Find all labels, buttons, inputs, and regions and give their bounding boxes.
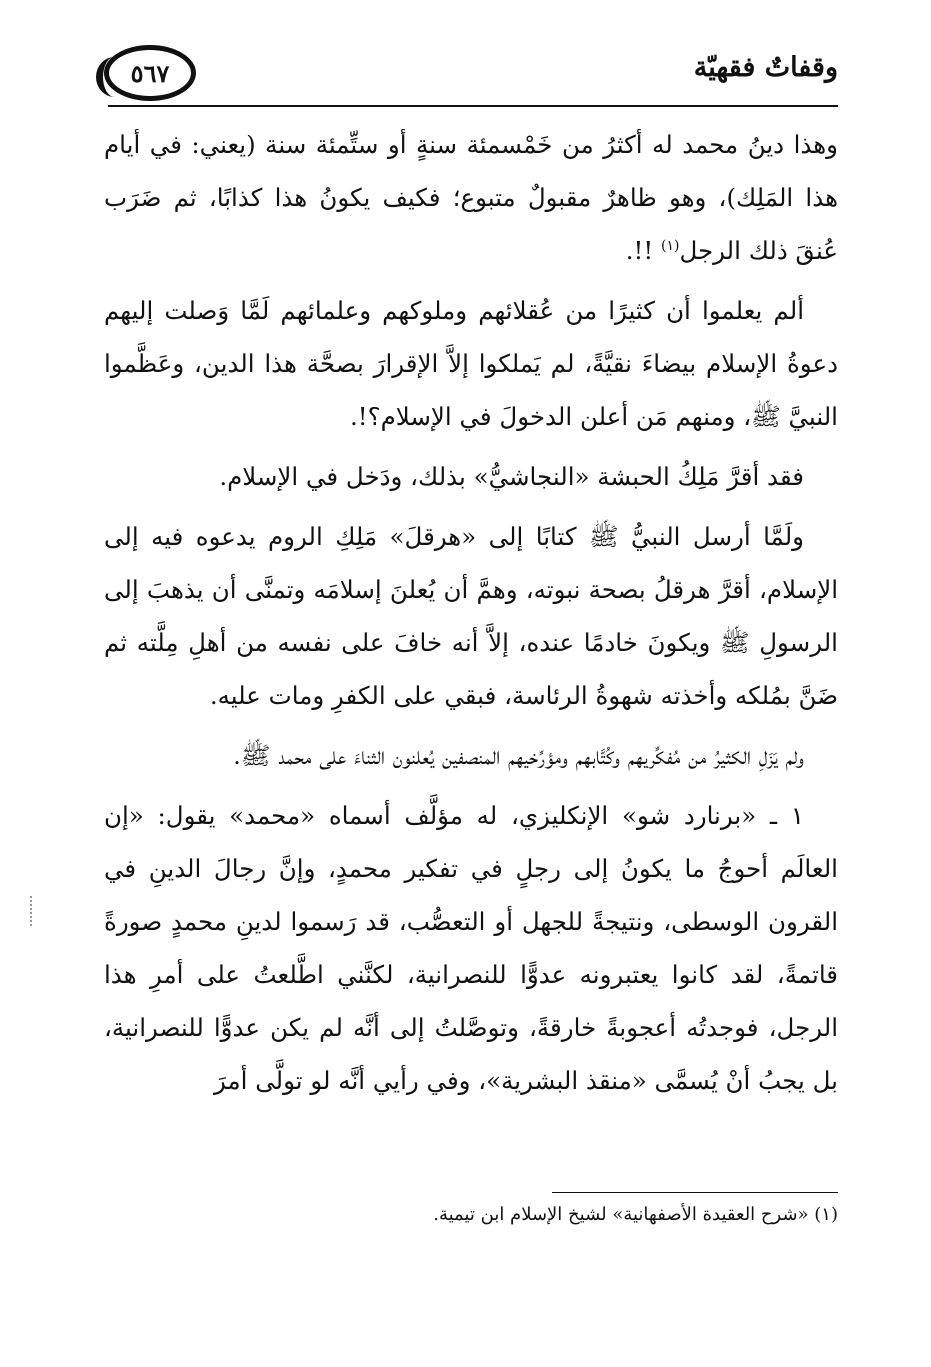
running-header-title: وقفاتٌ فقهيّة: [693, 52, 838, 83]
page-number: ٥٦٧: [130, 58, 170, 88]
footnote: (١) «شرح العقيدة الأصفهانية» لشيخ الإسلام ابن تيمية.: [433, 1204, 838, 1225]
footnote-reference: (١): [660, 237, 680, 254]
paragraph-5: ولم يَزَلِ الكثيرُ من مُفكِّريهم وكُتَّابهم ومؤرِّخيهم المنصفين يُعلنون الثناءَ على محمد ﷺ.: [233, 741, 804, 770]
header-rule: [108, 105, 838, 107]
paragraph-2: ألم يعلموا أن كثيرًا من عُقلائهم وملوكهم وعلمائهم لَمَّا وَصلت إليهم دعوةُ الإسلام بيضاءَ نقيَّةً، لم يَملكوا إلاَّ الإقرارَ بصحَّة هذا الدين، وعَظَّموا النبيَّ ﷺ، ومنهم مَن أعلن الدخولَ في الإسلام؟!.: [104, 296, 838, 431]
footnote-rule: [552, 1192, 838, 1193]
main-text: [104, 118, 838, 1114]
page-number-badge: [104, 45, 196, 101]
paragraph-6: ١ ـ «برنارد شو» الإنكليزي، له مؤلَّف أسماه «محمد» يقول: «إن العالَم أحوجُ ما يكونُ إلى رجلٍ في تفكير محمدٍ، وإنَّ رجالَ الدينِ في القرون الوسطى، ونتيجةً للجهل أو التعصُّب، قد رَسموا لدينِ محمدٍ صورةً قاتمةً، لقد كانوا يعتبرونه عدوًّا للنصرانية، لكنَّني اطَّلعتُ على أمرِ هذا الرجل، فوجدتُه أعجوبةً خارقةً، وتوصَّلتُ إلى أنَّه لم يكن عدوًّا للنصرانية، بل يجبُ أنْ يُسمَّى «منقذ البشرية»، وفي رأيي أنَّه لو تولَّى أمرَ: [104, 801, 838, 1095]
paragraph-1: [104, 118, 838, 277]
paragraph-3: فقد أقرَّ مَلِكُ الحبشة «النجاشيُّ» بذلك، ودَخل في الإسلام.: [219, 462, 804, 491]
paragraph-1-tail: !!.: [625, 236, 661, 265]
paragraph-4: ولَمَّا أرسل النبيُّ ﷺ كتابًا إلى «هرقلَ» مَلِكِ الروم يدعوه فيه إلى الإسلام، أقرَّ هرقلُ بصحة نبوته، وهمَّ أن يُعلنَ إسلامَه وتمنَّى أن يذهبَ إلى الرسولِ ﷺ ويكونَ خادمًا عنده، إلاَّ أنه خافَ على نفسه من أهلِ مِلَّته ثم ضَنَّ بمُلكه وأخذته شهوةُ الرئاسة، فبقي على الكفرِ ومات عليه.: [104, 522, 838, 710]
margin-marks: [30, 896, 36, 926]
paragraph-1-text: وهذا دينُ محمد له أكثرُ من خَمْسمئة سنةٍ أو ستِّمئة سنة (يعني: في أيام هذا المَلِك)، وهو ظاهرٌ مقبولٌ متبوع؛ فكيف يكونُ هذا كذابًا، ثم ضَرَب عُنقَ ذلك الرجل: [104, 130, 838, 265]
